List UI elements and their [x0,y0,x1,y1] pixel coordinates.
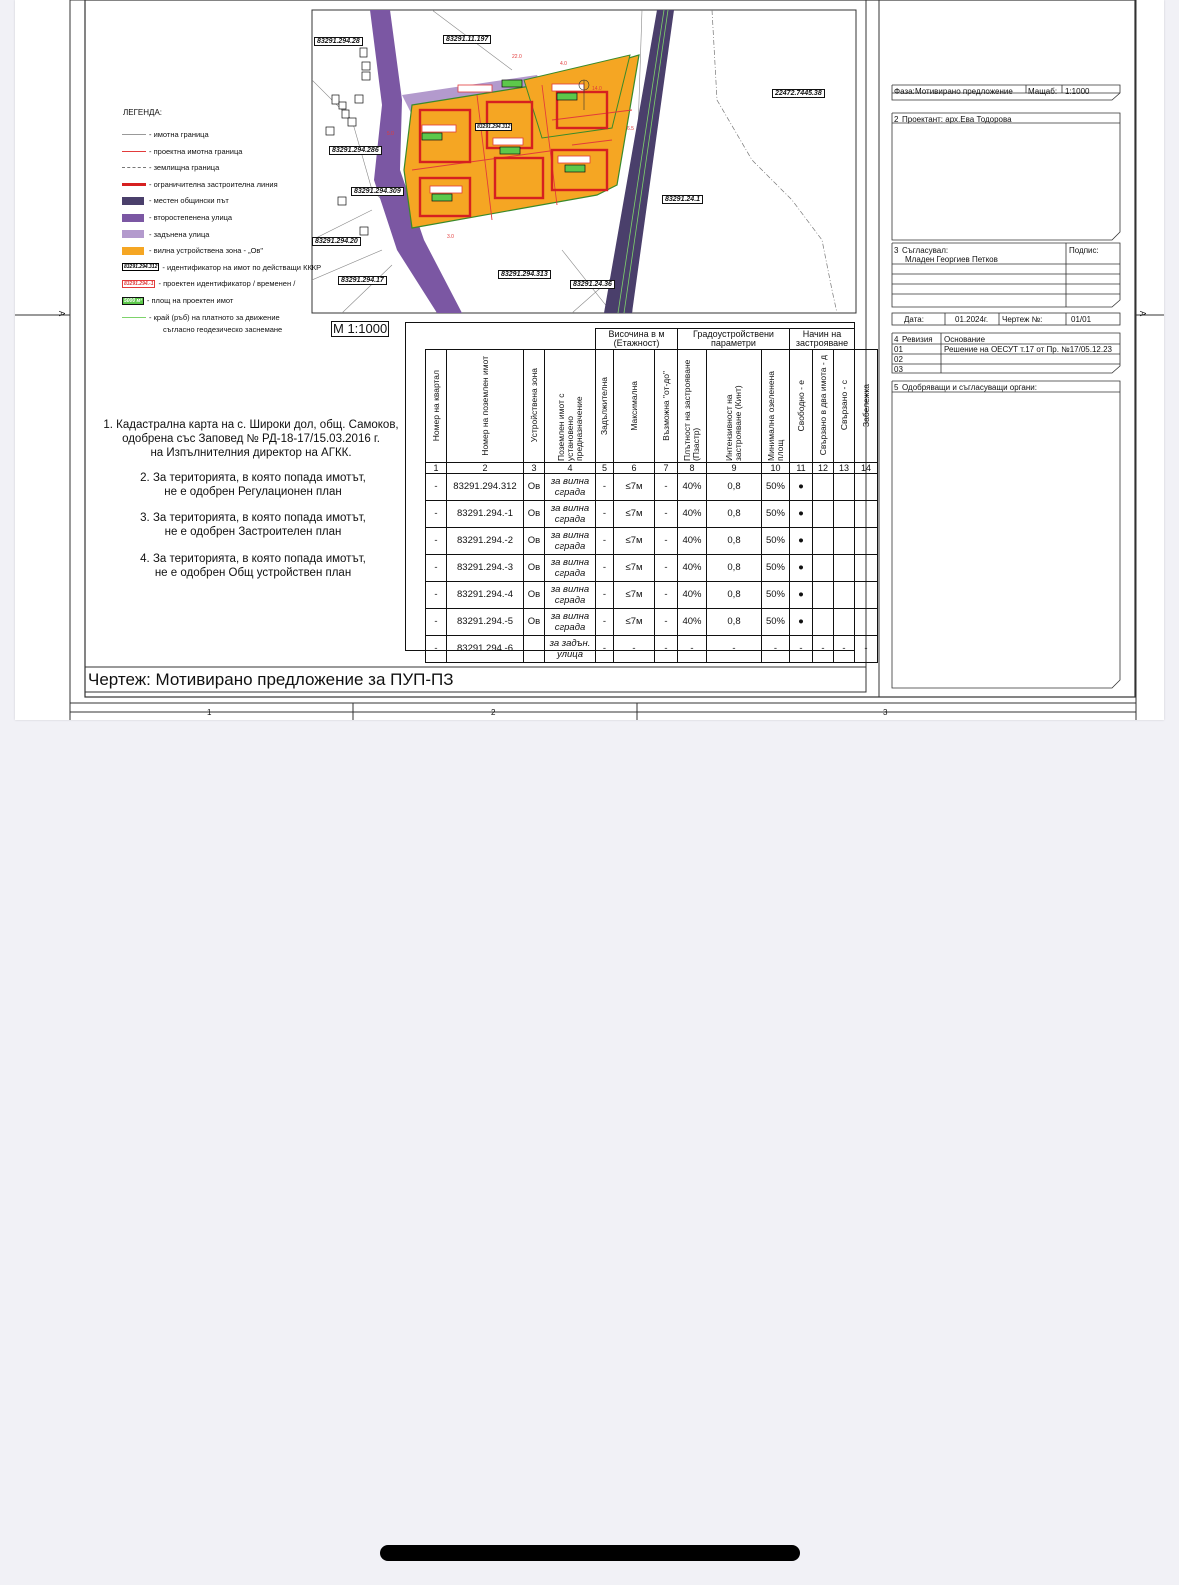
table-cell: - [596,527,614,554]
legend-item [122,130,209,139]
table-cell: ≤7м [614,581,655,608]
svg-text:14.0: 14.0 [592,86,602,92]
plan-label: 83291.294.309 [351,187,404,196]
designer-number: 2 [894,115,899,124]
plan-label: 83291.24.1 [662,195,703,204]
drawing-no-value: 01/01 [1071,315,1092,324]
table-cell [855,500,878,527]
note-1: 1. Кадастрална карта на с. Широки дол, общ. Самоков, одобрена със Заповед № РД-18-17/15.03.2016 г. на Изпълнителния директор на АГКК. [103,419,399,459]
group-header-params: Градоустройствени параметри [678,329,790,350]
column-header-text: Свързано в два имота - д [817,355,828,456]
table-cell: - [655,608,678,635]
column-header-text: Задължителна [599,376,609,435]
table-cell: 40% [678,554,707,581]
column-header-text: Устройствена зона [528,368,539,443]
table-row [426,581,878,608]
parameters-table [425,328,878,663]
legend-symbol [122,131,146,139]
table-cell: - [614,635,655,662]
table-cell: 0,8 [707,473,762,500]
table-cell: Ов [524,608,545,635]
column-header-text: Свободно - е [795,379,806,432]
table-number-row [426,462,878,473]
plan-label: 83291.24.36 [570,280,615,289]
table-cell: 40% [678,473,707,500]
svg-text:3.0: 3.0 [447,234,454,240]
table-cell: - [596,473,614,500]
table-cell: 0,8 [707,608,762,635]
date-value: 01.2024г. [955,315,989,324]
legend-item [122,196,229,205]
table-cell: - [655,500,678,527]
table-row [426,500,878,527]
column-number: 4 [545,462,596,473]
legend-symbol [122,325,160,333]
column-header-text: Забележка [860,384,871,427]
column-number: 5 [596,462,614,473]
table-cell: Ов [524,500,545,527]
table-cell: Ов [524,554,545,581]
legend-symbol [122,230,146,238]
legend-label: - местен общински път [149,196,229,206]
table-cell: 50% [762,500,790,527]
column-number: 1 [426,462,447,473]
table-cell: Ов [524,473,545,500]
legend-item [122,213,232,222]
plan-id-label: 83291.294.312 [477,124,511,130]
table-cell: 0,8 [707,554,762,581]
basis-label: Основание [944,335,986,344]
table-cell: 83291.294.312 [447,473,524,500]
agreed-label: Съгласувал: [902,246,949,255]
legend-label: - имотна граница [149,130,209,139]
column-header [790,349,813,462]
table-row [426,608,878,635]
legend-title: ЛЕГЕНДА: [123,108,163,117]
plan-label: 83291.294.313 [498,270,551,279]
scale-label: М 1:1000 [333,321,388,336]
group-header-height: Височина в м (Етажност) [596,329,678,350]
legend-code: 5000 м² [124,297,142,304]
table-cell: - [790,635,813,662]
table-cell: ≤7м [614,608,655,635]
table-cell: - [655,527,678,554]
revision-number: 4 [894,335,899,344]
table-cell: - [655,473,678,500]
table-cell [813,527,834,554]
table-cell: 83291.294.-3 [447,554,524,581]
legend-item [122,147,242,156]
column-number: 11 [790,462,813,473]
column-header [707,349,762,462]
legend-symbol [122,147,146,155]
table-cell: 50% [762,527,790,554]
legend-symbol [122,247,146,255]
legend-symbol [122,164,146,172]
table-cell [834,500,855,527]
table-cell [834,608,855,635]
table-cell: за вилна сграда [545,554,596,581]
table-cell: за вилна сграда [545,527,596,554]
table-cell: - [426,527,447,554]
legend-label: - край (ръб) на платното за движение [149,312,280,322]
table-cell: 0,8 [707,581,762,608]
table-cell [813,608,834,635]
table-cell: - [707,635,762,662]
column-number: 3 [524,462,545,473]
legend-symbol [122,180,146,188]
column-header-text: Максимална [628,380,639,431]
table-cell [524,635,545,662]
svg-text:22.0: 22.0 [512,54,522,60]
legend-symbol [122,313,146,321]
date-label: Дата: [904,315,924,324]
agreed-name: Младен Георгиев Петков [905,255,998,264]
table-cell: ≤7м [614,500,655,527]
table-cell: за вилна сграда [545,581,596,608]
table-row [426,473,878,500]
svg-text:6.5: 6.5 [627,126,634,132]
table-cell: - [855,635,878,662]
table-cell: 0,8 [707,500,762,527]
plan-label: 83291.294.28 [314,37,363,46]
column-header [447,349,524,462]
table-cell [813,554,834,581]
column-number: 9 [707,462,762,473]
table-cell: за вилна сграда [545,500,596,527]
legend-item [122,246,263,255]
approvers-label: Одобряващи и съгласуващи органи: [902,383,1037,392]
legend-label: - второстепенена улица [149,213,233,222]
table-cell: 50% [762,581,790,608]
legend-label: - проектен идентификатор / временен / [158,279,296,289]
table-group-header-row [426,329,878,350]
legend-item [122,313,280,322]
column-header-text: Минимална озеленена площ [765,370,785,461]
legend-symbol [122,214,146,222]
table-cell: - [426,473,447,500]
column-header [678,349,707,462]
table-cell: 50% [762,608,790,635]
column-header [596,349,614,462]
table-cell: - [813,635,834,662]
legend-item [122,325,282,334]
table-row [426,554,878,581]
table-cell: - [834,635,855,662]
table-cell [834,554,855,581]
table-cell: 83291.294.-2 [447,527,524,554]
revision-label: Ревизия [902,335,933,344]
table-cell: - [596,635,614,662]
table-row [426,527,878,554]
table-cell: 83291.294.-6 [447,635,524,662]
table-cell: 40% [678,581,707,608]
table-cell: ≤7м [614,527,655,554]
legend-symbol [122,263,159,271]
table-cell: Ов [524,527,545,554]
legend-label: - ограничителна застроителна линия [149,179,278,189]
legend-code: 83291.294.-1 [124,280,154,287]
column-number: 7 [655,462,678,473]
svg-text:4.0: 4.0 [560,61,567,67]
column-number: 10 [762,462,790,473]
frame-column-3: 3 [883,708,888,717]
table-cell [855,473,878,500]
frame-column-1: 1 [207,708,212,717]
note-4: 4. За територията, в която попада имотът, не е одобрен Общ устройствен план [140,553,366,579]
legend-code: 83291.294.312 [124,264,158,271]
legend-label: - вилна устройствена зона - „Ов" [149,246,264,256]
table-cell: - [596,554,614,581]
table-cell: 83291.294.-5 [447,608,524,635]
legend-item [122,163,219,172]
table-cell [813,500,834,527]
table-cell: - [678,635,707,662]
column-header-text: Номер на квартал [430,369,441,442]
legend-label: - площ на проектен имот [146,296,234,305]
legend-item [122,279,295,288]
legend-item [122,230,209,239]
column-header-text: Свързано - с [838,380,849,431]
table-cell [813,473,834,500]
column-number: 13 [834,462,855,473]
legend-item [122,180,278,189]
table-cell [855,608,878,635]
table-cell [834,527,855,554]
table-cell: - [655,581,678,608]
frame-edge-left: A [57,310,67,317]
group-header-mode: Начин на застрояване [790,329,855,350]
column-header [545,349,596,462]
scale-title-label: Мащаб: [1028,87,1058,96]
legend-symbol [122,197,146,205]
agreed-number: 3 [894,246,899,255]
frame-column-2: 2 [491,708,496,717]
table-row [426,635,878,662]
table-cell: ● [790,500,813,527]
column-number: 12 [813,462,834,473]
column-header [524,349,545,462]
table-cell: ≤7м [614,473,655,500]
drawing-no-label: Чертеж №: [1002,315,1043,324]
column-number: 14 [855,462,878,473]
table-cell: - [596,608,614,635]
table-cell [855,581,878,608]
table-cell: 40% [678,608,707,635]
table-cell: - [655,554,678,581]
column-number: 2 [447,462,524,473]
table-cell: - [426,635,447,662]
table-cell: за вилна сграда [545,473,596,500]
revision-1: 01 [894,345,903,354]
table-cell: Ов [524,581,545,608]
phase-value: Мотивирано предложение [915,87,1013,96]
column-header [855,349,878,462]
column-header [813,349,834,462]
home-indicator[interactable] [380,1545,800,1561]
table-cell: 83291.294.-4 [447,581,524,608]
table-cell: ≤7м [614,554,655,581]
phase-label: Фаза: [894,87,915,96]
legend-symbol [122,297,144,305]
table-corner-right [855,329,878,350]
legend-label: - задънена улица [149,229,210,239]
drawing-sheet [15,0,1164,720]
column-number: 8 [678,462,707,473]
table-cell [855,554,878,581]
table-cell: - [596,581,614,608]
column-header [655,349,678,462]
table-cell: 50% [762,554,790,581]
legend-label: - землищна граница [149,163,220,173]
column-header-text: Поземлен имот с установено предназначение [555,393,584,461]
signature-label: Подпис: [1069,246,1099,255]
note-3: 3. За територията, в която попада имотът, не е одобрен Застроителен план [140,512,366,538]
column-header [426,349,447,462]
table-cell: - [426,500,447,527]
table-cell: ● [790,581,813,608]
legend-symbol [122,280,155,288]
cadastral-plan [312,10,856,313]
plan-label: 83291.294.17 [338,276,387,285]
column-header [834,349,855,462]
table-cell: ● [790,473,813,500]
table-cell: 40% [678,500,707,527]
frame-edge-right: A [1138,310,1148,317]
table-cell [813,581,834,608]
column-header-text: Интензивност на застрояване (Кинт) [724,384,743,461]
revision-1-text: Решение на ОЕСУТ т.17 от Пр. №17/05.12.23 [944,345,1112,354]
table-cell: - [426,554,447,581]
table-cell: 50% [762,473,790,500]
revision-2: 02 [894,355,903,364]
column-number: 6 [614,462,655,473]
legend-label: - идентификатор на имот по действащи КККР [162,262,322,272]
table-cell: за вилна сграда [545,608,596,635]
legend-label: - проектна имотна граница [149,146,243,156]
legend-item [122,263,321,272]
table-cell: - [596,500,614,527]
table-cell [855,527,878,554]
svg-text:5.0: 5.0 [387,131,394,137]
table-cell: - [426,581,447,608]
table-cell: ● [790,608,813,635]
column-header [614,349,655,462]
plan-label: 22472.7445.38 [772,89,825,98]
column-header [762,349,790,462]
table-cell: за задън. улица [545,635,596,662]
approvers-number: 5 [894,383,899,392]
table-cell: - [426,608,447,635]
scale-title-value: 1:1000 [1065,87,1090,96]
table-corner [426,329,596,350]
revision-3: 03 [894,365,903,374]
column-header-text: Номер на поземлен имот [479,355,490,456]
table-cell [834,581,855,608]
legend-item [122,296,233,305]
plan-label: 83291.11.197 [443,35,491,44]
note-2: 2. За територията, в която попада имотът, не е одобрен Регулационен план [140,472,366,498]
legend-label: съгласно геодезическо заснемане [163,324,283,334]
table-cell: - [762,635,790,662]
table-cell: ● [790,527,813,554]
designer: Проектант: арх.Ева Тодорова [902,115,1012,124]
plan-label: 83291.294.20 [312,237,361,246]
table-header-row [426,349,878,462]
table-cell: ● [790,554,813,581]
table-cell [834,473,855,500]
drawing-title: Чертеж: Мотивирано предложение за ПУП-ПЗ [88,670,454,689]
plan-label: 83291.294.286 [329,146,382,155]
table-cell: 0,8 [707,527,762,554]
table-cell: - [655,635,678,662]
column-header-text: Плътност на застрояване (Пзастр) [682,359,701,461]
table-cell: 83291.294.-1 [447,500,524,527]
table-cell: 40% [678,527,707,554]
column-header-text: Възможна "от-до" [660,370,671,441]
